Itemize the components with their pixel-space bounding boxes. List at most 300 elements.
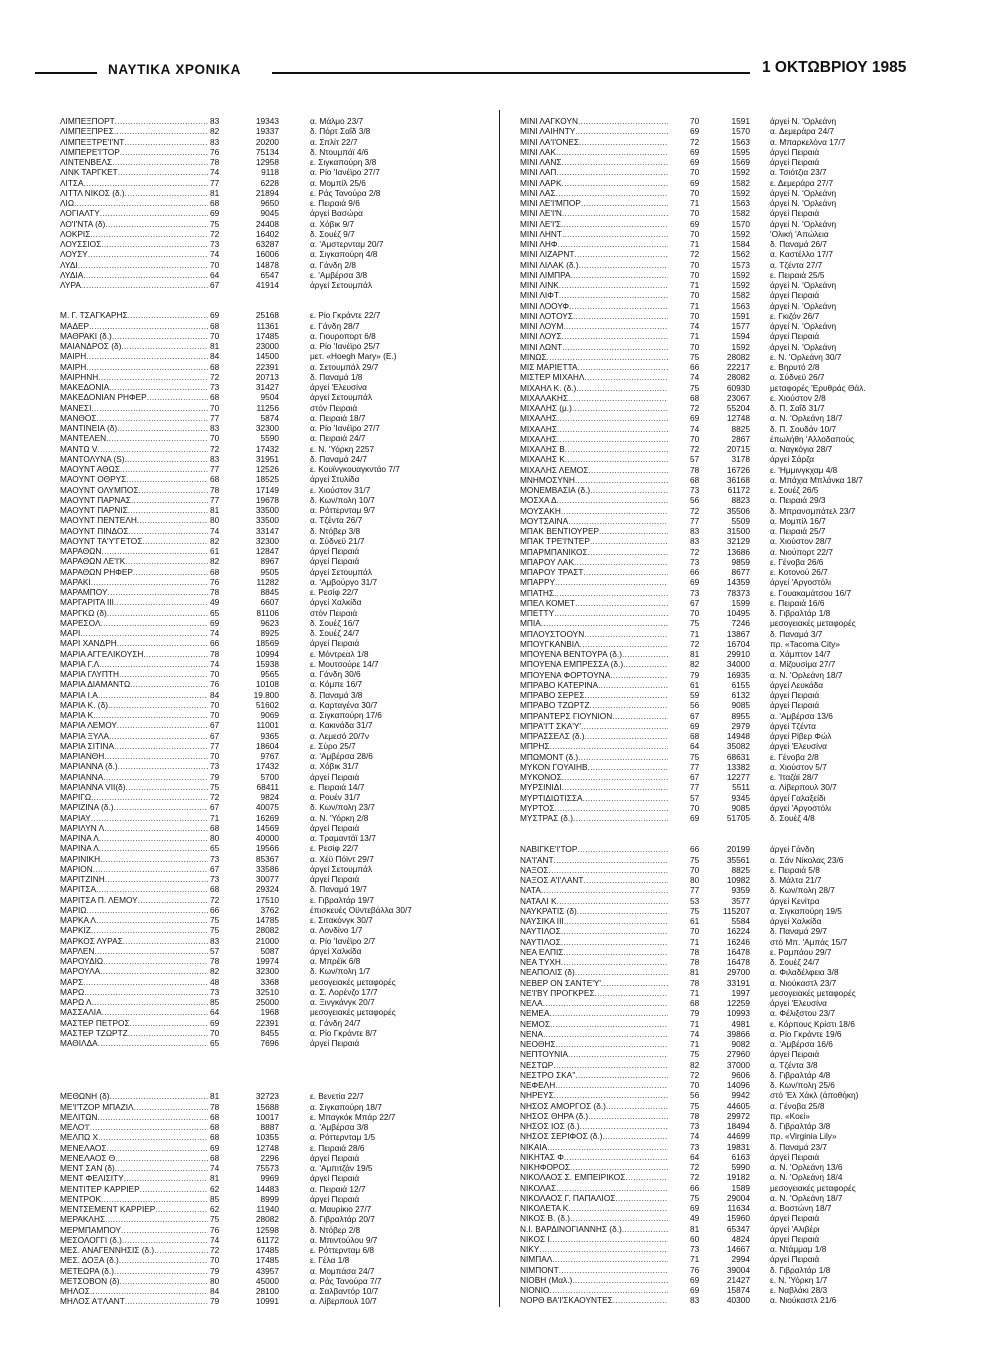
build-year: 71 xyxy=(690,936,700,947)
tonnage: 17485 xyxy=(255,1245,279,1255)
ship-name: ΜΕΛΠΩ Χ ..... xyxy=(60,1132,208,1142)
ship-status: ε. Κόρπους Κρίστι 18/6 xyxy=(770,1018,855,1029)
ship-row xyxy=(60,126,520,136)
ship-name: ΝΑΥΣΙΚΑ ΙΙΙ ..... xyxy=(520,916,668,926)
ship-status: άργεί 'Αργοστόλι xyxy=(770,577,831,588)
ship-status: άργεί Λευκάδα xyxy=(770,679,824,690)
tonnage: 16269 xyxy=(255,812,279,823)
ship-row xyxy=(60,505,520,515)
ship-name: ΜΑΚΕΔΟΝΙΑ ..... xyxy=(60,382,208,392)
build-year: 73 xyxy=(690,1121,700,1131)
ship-status: άργεί 'Ελευσίνα xyxy=(770,998,827,1008)
tonnage: 19343 xyxy=(255,116,279,126)
ship-row xyxy=(520,629,980,639)
tonnage: 21000 xyxy=(255,935,279,946)
ship-name: ΜΑΡΙΝΙΚΗ ..... xyxy=(60,854,208,864)
ship-status: α. Σετουμπάλ 29/7 xyxy=(310,361,379,372)
tonnage: 3178 xyxy=(731,454,750,465)
ship-row xyxy=(60,1184,520,1194)
tonnage: 8825 xyxy=(731,423,750,434)
build-year: 75 xyxy=(210,1214,220,1225)
build-year: 67 xyxy=(690,772,700,782)
ship-row xyxy=(60,782,520,792)
tonnage: 6607 xyxy=(260,597,279,608)
ship-name: ΛΟΥΣΥ ..... xyxy=(60,249,208,259)
ship-name: ΜΑΡΙΤΣΑ Π. ΛΕΜΟΥ ..... xyxy=(60,895,208,905)
build-year: 78 xyxy=(210,157,220,167)
ship-status: δ. Κων/πολη 25/6 xyxy=(770,1080,835,1090)
ship-row xyxy=(60,966,520,976)
ship-status: α. Σύδνεϋ 21/7 xyxy=(310,535,365,546)
build-year: 75 xyxy=(690,854,700,865)
ship-row xyxy=(520,434,980,444)
tonnage: 1592 xyxy=(731,228,750,239)
build-year: 73 xyxy=(210,853,220,864)
ship-list-block xyxy=(60,116,520,290)
ship-row xyxy=(520,947,980,957)
ship-name: ΜΟΥΣΑΚΗ ..... xyxy=(520,506,668,516)
ship-name: ΝΕΛΑ ..... xyxy=(520,998,668,1008)
ship-status: α. Ρόττερνταμ 1/5 xyxy=(310,1132,376,1143)
build-year: 70 xyxy=(210,433,220,444)
build-year: 75 xyxy=(690,1192,700,1203)
tonnage: 19566 xyxy=(255,843,279,854)
ship-row xyxy=(520,167,980,177)
ship-status: άργεί Πειραιά xyxy=(770,157,820,167)
tonnage: 41914 xyxy=(255,280,279,290)
build-year: 69 xyxy=(690,218,700,229)
ship-status: δ. Σουέζ 9/7 xyxy=(310,228,355,239)
ship-status: α. Μπάχια Μπλάνκα 18/7 xyxy=(770,474,863,485)
build-year: 83 xyxy=(210,136,220,147)
ship-status: δ. Κων/πολη 23/7 xyxy=(310,802,375,813)
ship-name: ΜΙΝΙ ΛΑΡΚ ..... xyxy=(520,178,668,188)
ship-row xyxy=(520,536,980,546)
build-year: 77 xyxy=(210,740,220,751)
ship-name: ΜΑΙΑΝΔΡΟΣ (δ) ..... xyxy=(60,341,208,351)
ship-row xyxy=(520,1039,980,1049)
ship-name: ΜΟΝΕΜΒΑΣΙΑ (δ.) ..... xyxy=(520,485,668,495)
ship-name: ΜΕΣ. ΔΟΞΑ (δ.) ..... xyxy=(60,1255,208,1265)
ship-name: ΛΙΝΚ ΤΑΡΓΚΕΤ ..... xyxy=(60,167,208,177)
build-year: 70 xyxy=(690,864,700,875)
build-year: 78 xyxy=(690,946,700,957)
tonnage: 9505 xyxy=(260,566,279,577)
tonnage: 16006 xyxy=(255,249,279,260)
build-year: 68 xyxy=(210,392,220,403)
build-year: 77 xyxy=(690,515,700,526)
ship-row xyxy=(520,321,980,331)
tonnage: 2296 xyxy=(260,1152,279,1163)
ship-name: ΝΕΟΘΗΣ ..... xyxy=(520,1039,668,1049)
build-year: 70 xyxy=(690,310,700,321)
ship-name: ΛΥΡΑ ..... xyxy=(60,280,208,290)
ship-row xyxy=(60,331,520,341)
ship-name: ΜΑΡΩ ..... xyxy=(60,987,208,997)
ship-row xyxy=(60,587,520,597)
tonnage: 11940 xyxy=(256,1204,279,1214)
build-year: 72 xyxy=(690,1069,700,1080)
ship-status: α. Ρίο Γκράντε 8/7 xyxy=(310,1027,377,1038)
ship-status: δ. Γιβραλτάρ 3/8 xyxy=(770,1121,831,1131)
build-year: 69 xyxy=(690,1203,700,1213)
ship-name: ΝΑΥΤΙΛΟΣ ..... xyxy=(520,926,668,936)
build-year: 72 xyxy=(210,1245,220,1255)
ship-row xyxy=(520,1142,980,1152)
tonnage: 12748 xyxy=(255,1142,279,1153)
tonnage: 5700 xyxy=(260,771,279,782)
ship-name: ΜΕΡΜΠΑΜΠΟΥ ..... xyxy=(60,1225,208,1235)
ship-status: α. Φιλαδέλφεια 3/8 xyxy=(770,967,839,978)
build-year: 72 xyxy=(210,443,220,454)
ship-row xyxy=(60,280,520,290)
build-year: 71 xyxy=(690,239,700,249)
ship-status: α. 'Αμβέρσα 13/6 xyxy=(770,710,833,721)
build-year: 77 xyxy=(690,885,700,896)
tonnage: 14569 xyxy=(255,822,279,833)
ship-row xyxy=(520,403,980,413)
build-year: 74 xyxy=(210,525,220,536)
ship-name: ΜΑΡΙΑ Κ. (δ) ..... xyxy=(60,700,208,710)
ship-row xyxy=(520,844,980,854)
ship-row xyxy=(520,229,980,239)
ship-row xyxy=(520,147,980,157)
ship-row xyxy=(60,546,520,556)
build-year: 71 xyxy=(690,300,700,311)
tonnage: 1589 xyxy=(731,1182,750,1193)
tonnage: 1968 xyxy=(260,1007,279,1018)
ship-status: ε. Γέλα 1/8 xyxy=(310,1255,350,1266)
build-year: 70 xyxy=(210,330,220,341)
tonnage: 25168 xyxy=(255,310,279,321)
ship-name: ΜΑΟΥΝΤ ΠΕΝΤΕΛΗ ..... xyxy=(60,515,208,525)
build-year: 70 xyxy=(690,208,700,219)
tonnage: 39866 xyxy=(726,1028,750,1039)
build-year: 68 xyxy=(690,474,700,485)
build-year: 64 xyxy=(210,269,220,280)
ship-status: άργεί Πειραιά xyxy=(770,1233,820,1244)
build-year: 68 xyxy=(210,566,220,577)
ship-name: ΜΙΝΙ ΛΟΤΟΥΣ ..... xyxy=(520,311,668,321)
tonnage: 30077 xyxy=(255,874,279,884)
ship-row xyxy=(520,803,980,813)
ship-name: ΜΑΡΛΕΝ ..... xyxy=(60,946,208,956)
ship-row xyxy=(520,495,980,505)
ship-status: άργεί Πειραιά xyxy=(770,208,820,219)
ship-status: ε. Ναβλάκι 28/3 xyxy=(770,1285,828,1295)
build-year: 76 xyxy=(210,1224,220,1235)
build-year: 67 xyxy=(210,280,220,290)
ship-name: ΜΙΣ ΜΑΡΙΕΤΤΑ ..... xyxy=(520,362,668,372)
tonnage: 10355 xyxy=(255,1132,279,1143)
tonnage: 15688 xyxy=(255,1101,279,1112)
tonnage: 1591 xyxy=(731,310,750,321)
ship-name: ΜΑΘΙΛΔΑ ..... xyxy=(60,1038,208,1048)
ship-name: ΜΠΡΑΝΤΕΡΣ ΓΙΟΥΝΙΟΝ ..... xyxy=(520,711,668,721)
build-year: 61 xyxy=(210,546,220,556)
ship-name: ΜΑΣΤΕΡ ΠΕΤΡΟΣ ..... xyxy=(60,1018,208,1028)
build-year: 68 xyxy=(210,1111,220,1122)
ship-row xyxy=(60,351,520,361)
build-year: 83 xyxy=(210,116,220,126)
ship-row xyxy=(60,403,520,413)
ship-name: ΜΙΧΑΗΛ Κ. (δ.) ..... xyxy=(520,383,668,393)
ship-row xyxy=(60,1102,520,1112)
ship-status: α. Πειραιά 25/7 xyxy=(770,526,826,536)
ship-row xyxy=(60,1122,520,1132)
tonnage: 6163 xyxy=(731,1151,750,1162)
build-year: 67 xyxy=(210,863,220,874)
ship-row xyxy=(520,577,980,587)
ship-name: ΜΕΝΕΛΑΟΣ ..... xyxy=(60,1143,208,1153)
tonnage: 17485 xyxy=(255,330,279,341)
tonnage: 16935 xyxy=(726,669,750,680)
ship-status: α. Τζέντα 26/7 xyxy=(310,515,363,526)
ship-name: ΜΠΡΗΣ ..... xyxy=(520,741,668,751)
ship-status: α. Ρίο 'Ιανέϊρο 27/7 xyxy=(310,423,380,433)
tonnage: 33500 xyxy=(255,505,279,515)
ship-name: ΝΗΣΟΣ ΣΕΡΙΦΟΣ (δ.) ..... xyxy=(520,1131,668,1141)
tonnage: 16402 xyxy=(255,228,279,239)
ship-status: στό 'Ελ Χάκλ (άποθήκη) xyxy=(770,1090,859,1101)
tonnage: 7696 xyxy=(260,1038,279,1048)
ship-row xyxy=(520,896,980,906)
ship-row xyxy=(60,1153,520,1163)
ship-name: ΜΙΝΙ ΛΟΥΜ ..... xyxy=(520,321,668,331)
tonnage: 5509 xyxy=(731,515,750,526)
ship-row xyxy=(60,1028,520,1038)
ship-status: άργεί Ν. 'Ορλεάνη xyxy=(770,187,837,198)
tonnage: 1594 xyxy=(731,331,750,342)
ship-name: ΜΕΝΤΡΟΚ ..... xyxy=(60,1194,208,1204)
ship-row xyxy=(520,1060,980,1070)
ship-name: ΜΑΝΤΙΝΕΙΑ (δ) ..... xyxy=(60,423,208,433)
tonnage: 36168 xyxy=(726,474,750,485)
build-year: 70 xyxy=(210,1027,220,1038)
tonnage: 33147 xyxy=(255,525,279,536)
ship-name: ΜΑΡΙΑ ΓΛΥΠΤΗ ..... xyxy=(60,669,208,679)
tonnage: 9942 xyxy=(731,1090,750,1101)
build-year: 73 xyxy=(690,556,700,567)
ship-row xyxy=(520,219,980,229)
ship-name: ΝΗΣΟΣ ΙΟΣ (δ.) ..... xyxy=(520,1121,668,1131)
tonnage: 5584 xyxy=(731,916,750,926)
tonnage: 32300 xyxy=(255,423,279,433)
ship-status: ε. Ρίο Γκράντε 22/7 xyxy=(310,310,381,321)
tonnage: 40000 xyxy=(255,833,279,843)
ship-status: άργεί Πειραιά xyxy=(770,331,820,342)
ship-name: ΝΙΚΗΤΑΣ Φ ..... xyxy=(520,1152,668,1162)
ship-name: ΜΠΟΥΕΝΑ ΕΜΠΡΕΣΣΑ (δ.) ..... xyxy=(520,659,668,669)
ship-row xyxy=(520,875,980,885)
tonnage: 6155 xyxy=(731,679,750,690)
ship-name: ΜΠΑΡΟΥ ΤΡΑΣΤ ..... xyxy=(520,567,668,577)
tonnage: 12748 xyxy=(726,413,750,424)
tonnage: 9623 xyxy=(260,617,279,628)
ship-row xyxy=(520,741,980,751)
build-year: 66 xyxy=(210,904,220,915)
ship-status: δ. Παναμά 1/8 xyxy=(310,371,363,382)
ship-name: ΜΑΡΙΓΩ ..... xyxy=(60,792,208,802)
ship-status: α. Σιγκαπούρη 19/5 xyxy=(770,905,842,916)
ship-row xyxy=(520,362,980,372)
build-year: 70 xyxy=(690,187,700,198)
build-year: 78 xyxy=(210,484,220,495)
ship-status: α. Πειραιά 18/7 xyxy=(310,412,366,423)
ship-status: α. Ν. 'Υόρκη 2/8 xyxy=(310,812,369,823)
ship-name: ΜΠΑΡΜΠΑΝΙΚΟΣ ..... xyxy=(520,547,668,557)
ship-name: ΝΕΣΤΡΟ ΣΚΑ'' ..... xyxy=(520,1070,668,1080)
ship-name: ΜΙΣΤΕΡ ΜΙΧΑΗΛ ..... xyxy=(520,372,668,382)
tonnage: 14948 xyxy=(726,731,750,741)
ship-row xyxy=(60,1225,520,1235)
ship-status: δ. Παναμά 3/7 xyxy=(770,628,823,639)
tonnage: 1577 xyxy=(731,321,750,331)
ship-row xyxy=(60,1266,520,1276)
ship-name: ΜΑΝΤΟΛΥΝΑ (S) ..... xyxy=(60,454,208,464)
ship-name: ΝΕΒΕΡ ΟΝ ΣΑΝΤΕ'Υ' ..... xyxy=(520,978,668,988)
tonnage: 12277 xyxy=(726,772,750,782)
ship-name: ΛΙΜΠΕΞΤΡΕ'Ι'ΝΤ ..... xyxy=(60,137,208,147)
ship-name: ΜΙΝΙ ΛΙΝΚ ..... xyxy=(520,280,668,290)
tonnage: 65347 xyxy=(726,1223,750,1234)
ship-name: ΛΟ'Ι'ΝΤΑ (δ) ..... xyxy=(60,219,208,229)
ship-name: ΜΑΡΩ Λ ..... xyxy=(60,997,208,1007)
build-year: 57 xyxy=(690,792,700,803)
ship-status: 'Ολική 'Απώλεια xyxy=(770,228,829,239)
ship-status: άργεί Πειραιά xyxy=(770,1213,820,1224)
ship-status: ε. Πειραιά 5/8 xyxy=(770,864,820,875)
tonnage: 9085 xyxy=(731,700,750,711)
ship-status: πρ. «Tacoma City» xyxy=(770,638,840,649)
tonnage: 32129 xyxy=(726,536,750,547)
build-year: 80 xyxy=(210,833,220,843)
ship-status: ε. Ράς Τανούρα 2/8 xyxy=(310,187,381,198)
ship-status: α. Χιούστον 28/7 xyxy=(770,536,832,547)
build-year: 69 xyxy=(690,146,700,157)
ship-name: ΜΠΑΚ ΒΕΝΤΙΟΥΡΕΡ ..... xyxy=(520,526,668,536)
build-year: 78 xyxy=(210,587,220,597)
build-year: 65 xyxy=(210,607,220,618)
tonnage: 15960 xyxy=(726,1213,750,1224)
ship-status: α. Ράς Τανούρα 7/7 xyxy=(310,1275,382,1286)
ship-row xyxy=(60,1276,520,1286)
ship-status: α. Σπλίτ 22/7 xyxy=(310,136,358,147)
ship-row xyxy=(60,792,520,802)
ship-name: ΜΑΙΡΗ ..... xyxy=(60,351,208,361)
tonnage: 2867 xyxy=(731,433,750,444)
build-year: 71 xyxy=(690,1039,700,1049)
ship-status: έπισκευές Οϋντεβάλλα 30/7 xyxy=(310,904,412,915)
ship-row xyxy=(60,341,520,351)
ship-name: ΜΑΡΟΥΛΑ ..... xyxy=(60,966,208,976)
build-year: 71 xyxy=(690,1018,700,1029)
ship-status: άργεί Ν. 'Ορλεάνη xyxy=(770,218,837,229)
ship-status: ε. Ρεσίφ 22/7 xyxy=(310,587,359,597)
ship-status: α. Τραμαντάϊ 13/7 xyxy=(310,833,376,843)
tonnage: 6547 xyxy=(260,269,279,280)
build-year: 69 xyxy=(690,157,700,167)
ship-status: άργεί Γάνδη xyxy=(770,844,815,855)
ship-row xyxy=(520,1172,980,1182)
tonnage: 20715 xyxy=(726,444,750,454)
tonnage: 15938 xyxy=(255,658,279,669)
ship-row xyxy=(60,823,520,833)
ship-name: ΜΑΡΓΑΡΙΤΑ ΙΙΙ ..... xyxy=(60,597,208,607)
ship-status: άργεί Πειραιά xyxy=(770,690,820,700)
tonnage: 27960 xyxy=(726,1049,750,1060)
ship-row xyxy=(60,597,520,607)
tonnage: 1563 xyxy=(731,198,750,208)
tonnage: 29910 xyxy=(726,649,750,659)
ship-status: άργεί Σετουμπάλ xyxy=(310,863,372,874)
tonnage: 1592 xyxy=(731,280,750,290)
build-year: 72 xyxy=(690,136,700,147)
tonnage: 1582 xyxy=(731,290,750,301)
ship-status: ε. Πειραιά 28/6 xyxy=(310,1142,365,1153)
ship-name: ΝΙΚΟΛΑΣ ..... xyxy=(520,1183,668,1193)
tonnage: 28100 xyxy=(255,1286,279,1296)
ship-row xyxy=(60,495,520,505)
build-year: 69 xyxy=(210,617,220,628)
tonnage: 25000 xyxy=(255,997,279,1007)
ship-row xyxy=(520,639,980,649)
ship-status: α. Φέλιξστου 23/7 xyxy=(770,1008,836,1019)
ship-status: ε. Γκιζόν 26/7 xyxy=(770,310,820,321)
ship-row xyxy=(520,1203,980,1213)
build-year: 73 xyxy=(690,485,700,495)
ship-row xyxy=(60,638,520,648)
ship-name: ΜΑΡΙΝΑ Λ ..... xyxy=(60,833,208,843)
build-year: 82 xyxy=(210,535,220,546)
build-year: 76 xyxy=(690,1264,700,1275)
ship-row xyxy=(60,905,520,915)
ship-row xyxy=(60,956,520,966)
ship-row xyxy=(520,1008,980,1018)
ship-name: ΜΑΡΙΑΝΝΑ VII(δ) ..... xyxy=(60,782,208,792)
ship-name: ΜΙΝΙ ΛΗΦ ..... xyxy=(520,239,668,249)
build-year: 82 xyxy=(690,659,700,670)
ship-name: ΝΟΡΘ ΒΑ'Ι'ΣΚΑΟΥΝΤΕΣ ..... xyxy=(520,1295,668,1305)
ship-row xyxy=(60,137,520,147)
build-year: 76 xyxy=(210,679,220,690)
tonnage: 18494 xyxy=(726,1121,750,1131)
build-year: 72 xyxy=(690,505,700,516)
ship-name: ΜΕΝΤ ΦΕΛΙΣΙΤΥ ..... xyxy=(60,1173,208,1183)
build-year: 83 xyxy=(210,423,220,433)
ship-row xyxy=(520,260,980,270)
ship-row xyxy=(520,311,980,321)
ship-status: α. 'Αμβέρσα 16/6 xyxy=(770,1039,833,1049)
ship-status: ε. Γένοβα 26/6 xyxy=(770,556,824,567)
ship-row xyxy=(60,843,520,853)
ship-name: ΜΑΡΙ ΧΑΝΔΡΗ ..... xyxy=(60,638,208,648)
tonnage: 4981 xyxy=(731,1018,750,1029)
tonnage: 1592 xyxy=(731,167,750,178)
tonnage: 16246 xyxy=(726,936,750,947)
build-year: 56 xyxy=(690,495,700,506)
build-year: 69 xyxy=(210,1017,220,1028)
ship-row xyxy=(520,855,980,865)
ship-name: ΜΑΡΙΑΥ ..... xyxy=(60,813,208,823)
tonnage: 8955 xyxy=(731,710,750,721)
tonnage: 17485 xyxy=(255,1255,279,1266)
build-year: 79 xyxy=(690,669,700,680)
ship-status: μεσογειακές μεταφορές xyxy=(310,976,396,987)
ship-name: ΝΑΥΚΡΑΤΙΣ (δ) ..... xyxy=(520,906,668,916)
ship-row xyxy=(60,1194,520,1204)
ship-name: ΝΑ'Ι'ΑΝΤ ..... xyxy=(520,855,668,865)
